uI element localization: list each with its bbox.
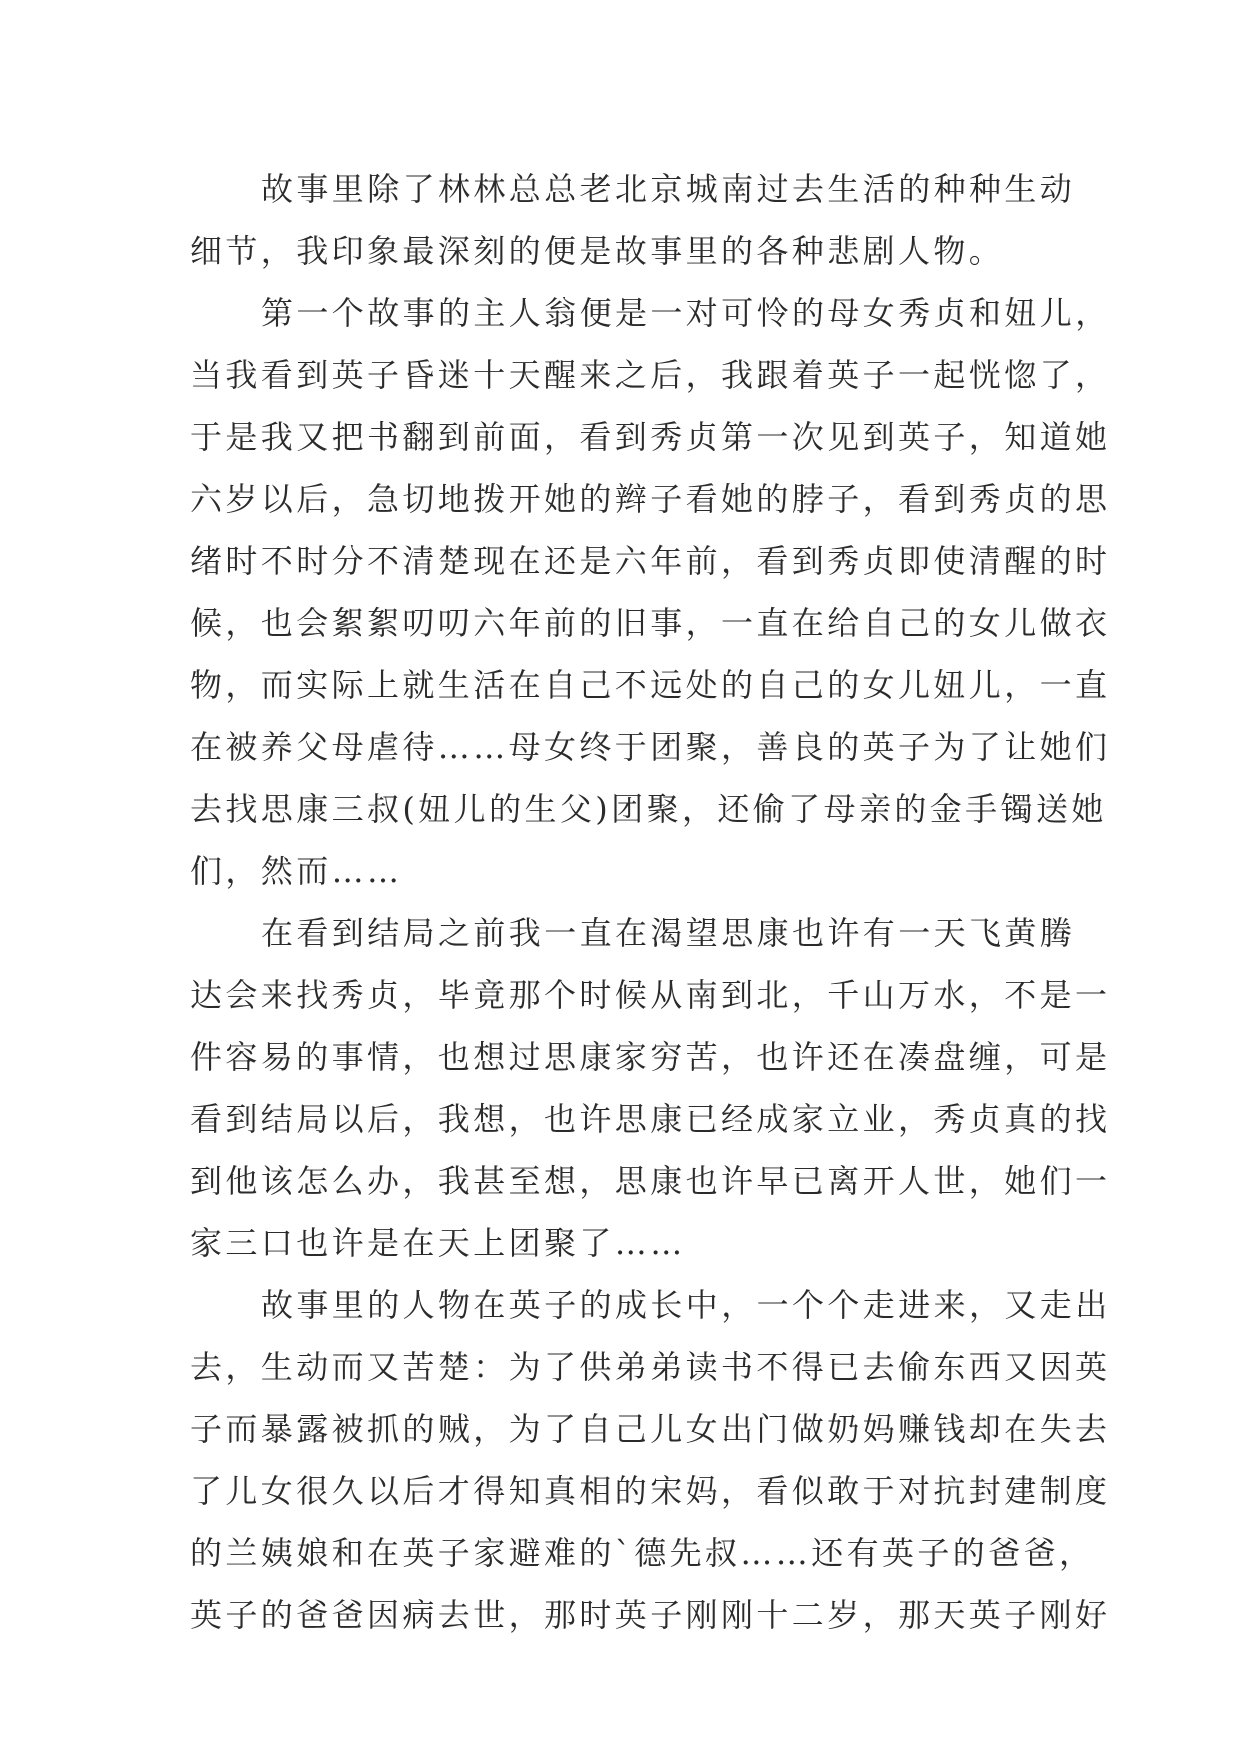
text-line: 子而暴露被抓的贼，为了自己儿女出门做奶妈赚钱却在失去 [190, 1410, 1111, 1448]
text-line: 的兰姨娘和在英子家避难的`德先叔……还有英子的爸爸， [190, 1534, 1095, 1572]
text-line: 候，也会絮絮叨叨六年前的旧事，一直在给自己的女儿做衣 [190, 604, 1111, 642]
text-line: 在被养父母虐待……母女终于团聚，善良的英子为了让她们 [190, 728, 1111, 766]
text-line: 细节，我印象最深刻的便是故事里的各种悲剧人物。 [190, 232, 1005, 270]
text-line: 英子的爸爸因病去世，那时英子刚刚十二岁，那天英子刚好 [190, 1596, 1111, 1634]
text-line: 们，然而…… [190, 852, 403, 890]
text-line: 在看到结局之前我一直在渴望思康也许有一天飞黄腾 [261, 914, 1076, 952]
text-line: 去，生动而又苦楚：为了供弟弟读书不得已去偷东西又因英 [190, 1348, 1111, 1386]
text-line: 故事里除了林林总总老北京城南过去生活的种种生动 [261, 170, 1076, 208]
text-line: 了儿女很久以后才得知真相的宋妈，看似敢于对抗封建制度 [190, 1472, 1111, 1510]
body-text [190, 158, 1111, 1646]
text-line: 件容易的事情，也想过思康家穷苦，也许还在凑盘缠，可是 [190, 1038, 1111, 1076]
text-line: 去找思康三叔(妞儿的生父)团聚，还偷了母亲的金手镯送她 [190, 790, 1107, 828]
text-line: 达会来找秀贞，毕竟那个时候从南到北，千山万水，不是一 [190, 976, 1111, 1014]
text-line: 当我看到英子昏迷十天醒来之后，我跟着英子一起恍惚了， [190, 356, 1111, 394]
text-line: 看到结局以后，我想，也许思康已经成家立业，秀贞真的找 [190, 1100, 1111, 1138]
text-line: 绪时不时分不清楚现在还是六年前，看到秀贞即使清醒的时 [190, 542, 1111, 580]
text-line: 故事里的人物在英子的成长中，一个个走进来，又走出 [261, 1286, 1111, 1324]
text-line: 六岁以后，急切地拨开她的辫子看她的脖子，看到秀贞的思 [190, 480, 1111, 518]
text-line: 第一个故事的主人翁便是一对可怜的母女秀贞和妞儿， [261, 294, 1111, 332]
text-line: 家三口也许是在天上团聚了…… [190, 1224, 686, 1262]
text-line: 于是我又把书翻到前面，看到秀贞第一次见到英子，知道她 [190, 418, 1111, 456]
text-line: 物，而实际上就生活在自己不远处的自己的女儿妞儿，一直 [190, 666, 1111, 704]
text-line: 到他该怎么办，我甚至想，思康也许早已离开人世，她们一 [190, 1162, 1111, 1200]
